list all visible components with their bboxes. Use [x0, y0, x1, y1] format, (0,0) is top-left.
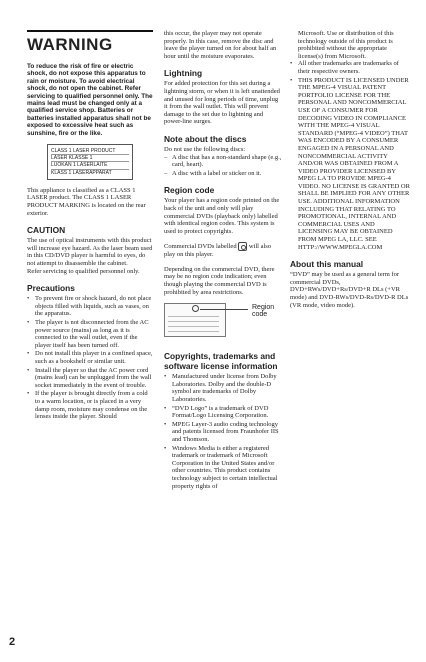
list-item: • “DVD Logo” is a trademark of DVD Format/Logo Licensing Corporation.: [164, 405, 282, 420]
about-heading: About this manual: [290, 259, 364, 270]
about-text: “DVD” may be used as a general term for commercial DVDs, DVD+RWs/DVD+Rs/DVD+R DLs (+VR mode) and DVD-RWs/DVD-Rs/DVD-R DLs (VR mode, video mode).: [290, 271, 409, 309]
caution-heading: CAUTION: [27, 225, 66, 236]
discs-heading: Note about the discs: [164, 133, 247, 144]
discs-intro: Do not use the following discs:: [164, 145, 246, 153]
list-item: • The player is not disconnected from the AC power source (mains) as long as it is connected to the wall outlet, even if the player itself has been turned off.: [27, 319, 153, 349]
region-text: Your player has a region code printed on the back of the unit and only will play commercial DVDs (playback only) labelled with identical region codes. This system is used to protect copyrights.: [164, 197, 280, 235]
list-item: • Install the player so that the AC power cord (mains lead) can be unplugged from the wall socket immediately in the event of trouble.: [27, 367, 153, 390]
copyrights-continued: Microsoft. Use or distribution of this technology outside of this product is prohibited without the appropriate license(s) from Microsoft.: [298, 30, 394, 60]
list-item: – A disc that has a non-standard shape (e.g., card, heart).: [164, 154, 282, 169]
region-code-callout: Region code: [252, 304, 275, 319]
warning-title: WARNING: [27, 30, 153, 55]
list-item: • Do not install this player in a confined space, such as a bookshelf or similar unit.: [27, 350, 153, 365]
copyrights-heading: Copyrights, trademarks and software license information: [164, 351, 278, 372]
pointer-line: [200, 309, 248, 310]
column-3: [290, 30, 410, 309]
caution-text: The use of optical instruments with this product will increase eye hazard. As the laser beam used in this CD/DVD player is harmful to eyes, do not attempt to disassemble the cabinet.: [27, 237, 153, 268]
column-2: [164, 30, 282, 491]
trademark-list: [290, 60, 410, 251]
precautions-continued: this occur, the player may not operate properly. In this case, remove the disc and leave the player turned on for about half an hour until the moisture evaporates.: [164, 30, 277, 60]
list-item: • Windows Media is either a registered trademark or trademark of Microsoft Corporation in the United States and/or other countries. This product contains technology subject to certain intellectual property rights of: [164, 445, 282, 491]
list-item: • MPEG Layer-3 audio coding technology and patents licensed from Fraunhofer IIS and Thomson.: [164, 421, 282, 444]
list-item: – A disc with a label or sticker on it.: [164, 170, 282, 178]
laser-class-label: [47, 144, 133, 180]
caution-text-2: Refer servicing to qualified personnel only.: [27, 267, 140, 275]
laser-label-line: KLASS 1 LASERAPPARAT: [51, 169, 112, 176]
all-region-logo-icon: [238, 242, 247, 251]
laser-label-line: CLASS 1 LASER PRODUCT: [51, 148, 129, 155]
list-item: • To prevent fire or shock hazard, do not place objects filled with liquids, such as vases, on the apparatus.: [27, 295, 153, 318]
laser-class-text: This appliance is classified as a CLASS 1 LASER product. The CLASS 1 LASER PRODUCT MARKING is located on the rear exterior.: [27, 186, 146, 217]
region-text-2a: Commercial DVDs labelled: [164, 243, 237, 251]
region-text-3: Depending on the commercial DVD, there may be no region code indication; even though playing the commercial DVD is prohibited by area restrictions.: [164, 265, 275, 296]
lightning-text: For added protection for this set during a lightning storm, or when it is left unattended and unused for long periods of time, unplug it from the wall outlet. This will prevent damage to the set due to lightning and power-line surges.: [164, 80, 280, 126]
list-item: • If the player is brought directly from a cold to a warm location, or is placed in a very damp room, moisture may condense on the lenses inside the player. Should: [27, 390, 153, 420]
list-item: • THIS PRODUCT IS LICENSED UNDER THE MPEG-4 VISUAL PATENT PORTFOLIO LICENSE FOR THE PERSONAL AND NONCOMMERCIAL USE OF A CONSUMER FOR DECODING VIDEO IN COMPLIANCE WITH THE MPEG-4 VISUAL STANDARD (“MPEG-4 VIDEO”) THAT WAS ENCODED BY A CONSUMER ENGAGED IN A PERSONAL AND NONCOMMERCIAL ACTIVITY AND/OR WAS OBTAINED FROM A VIDEO PROVIDER LICENSED BY MPEG LA TO PROVIDE MPEG-4 VIDEO. NO LICENSE IS GRANTED OR SHALL BE IMPLIED FOR ANY OTHER USE. ADDITIONAL INFORMATION INCLUDING THAT RELATING TO PROMOTIONAL, INTERNAL AND COMMERCIAL USES AND LICENSING MAY BE OBTAINED FROM MPEG LA, LLC. SEE HTTP://WWW.MPEGLA.COM: [290, 77, 410, 252]
region-allregion-text: [164, 242, 282, 259]
lightning-heading: Lightning: [164, 68, 203, 79]
list-item: • Manufactured under license from Dolby Laboratories. Dolby and the double-D symbol are trademarks of Dolby Laboratories.: [164, 373, 282, 403]
region-code-figure: [164, 303, 282, 343]
warning-text: To reduce the risk of fire or electric shock, do not expose this apparatus to rain or moisture. To avoid electrical shock, do not open the cabinet. Refer servicing to qualified personnel only. The mains lead must be changed only at a qualified service shop. Batteries or batteries installed apparatus shall not be exposed to excessive heat such as sunshine, fire or the like.: [27, 63, 153, 137]
copyrights-list: [164, 373, 282, 490]
laser-label-line: LUOKAN 1 LASERLAITE: [51, 162, 129, 169]
discs-list: [164, 154, 282, 178]
page-number: 2: [9, 636, 16, 648]
laser-label-line: LASER KLASSE 1: [51, 155, 129, 162]
precautions-heading: Precautions: [27, 283, 75, 294]
list-item: • All other trademarks are trademarks of their respective owners.: [290, 60, 410, 75]
region-heading: Region code: [164, 185, 215, 196]
region-text-2b: will also play on this player.: [164, 243, 272, 259]
precautions-list: [27, 295, 153, 421]
column-1: [27, 30, 153, 422]
